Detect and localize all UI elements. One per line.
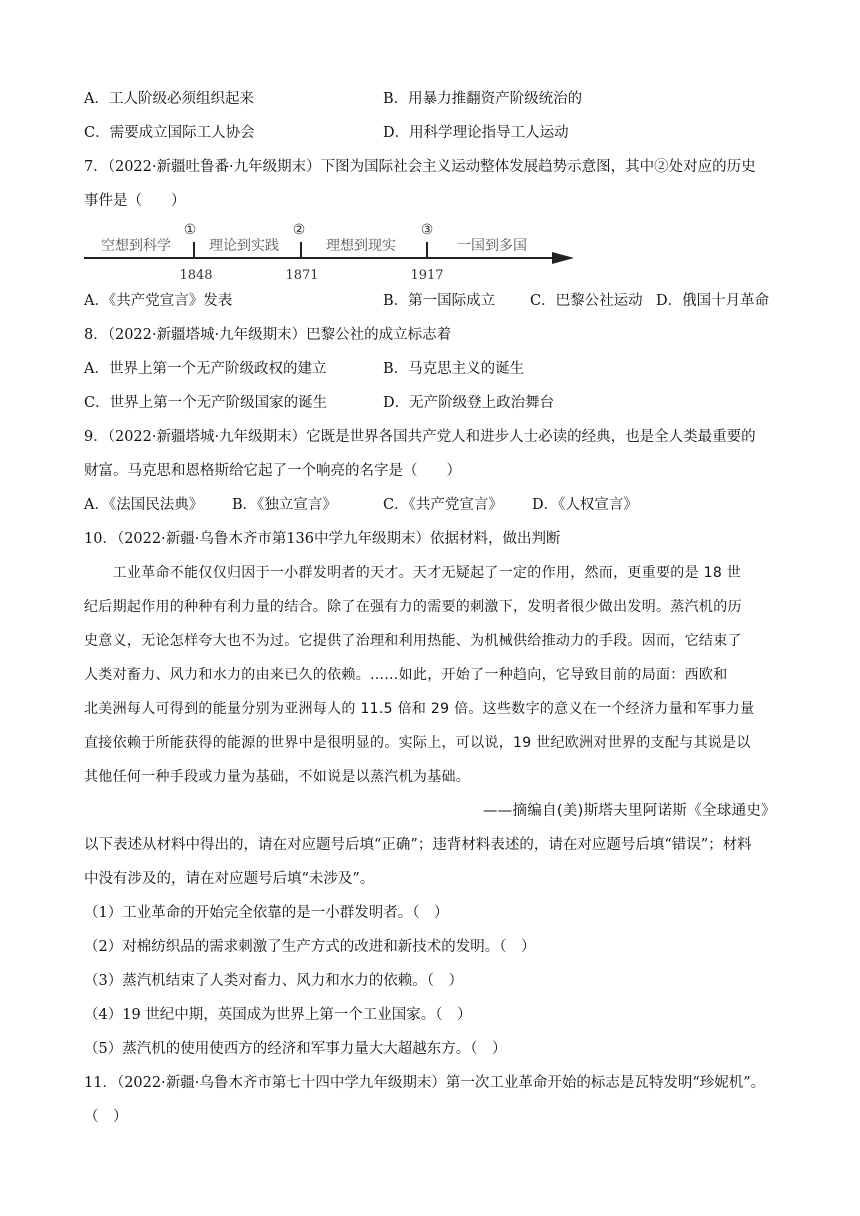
q10-statement-5: （5）蒸汽机的使用使西方的经济和军事力量大大超越东方。（ ） <box>84 1041 507 1057</box>
q11-stem-line2: （ ） <box>84 1109 128 1125</box>
q9-stem-line1: 9．（2022·新疆塔城·九年级期末）它既是世界各国共产党人和进步人士必读的经典，也是全人类最重要的 <box>84 429 756 445</box>
q7-timeline-diagram <box>84 218 584 290</box>
q9-option-c: C．《共产党宣言》 <box>383 497 503 513</box>
q10-source: ——摘编自(美)斯塔夫里阿诺斯《全球通史》 <box>482 803 776 819</box>
q10-material-line4: 人类对畜力、风力和水力的由来已久的依赖。……如此，开始了一种趋向，它导致目前的局面：西欧和 <box>84 667 728 683</box>
q7-option-d: D．俄国十月革命 <box>656 293 770 309</box>
q9-option-b: B．《独立宣言》 <box>232 497 337 513</box>
q7-option-b: B．第一国际成立 <box>383 293 496 309</box>
timeline-segment-4: 一国到多国 <box>457 238 527 254</box>
q10-material-line3: 史意义，无论怎样夸大也不为过。它提供了治理和利用热能、为机械供给推动力的手段。因而，它结束了 <box>84 633 742 649</box>
q10-material-line1: 工业革命不能仅仅归因于一小群发明者的天才。天才无疑起了一定的作用，然而，更重要的是 18 世 <box>84 565 742 581</box>
timeline-year-2: 1871 <box>285 268 319 283</box>
q6-option-a: A．工人阶级必须组织起来 <box>84 91 254 107</box>
timeline-year-1: 1848 <box>179 268 213 283</box>
q6-option-c: C．需要成立国际工人协会 <box>84 125 255 141</box>
q8-stem: 8．（2022·新疆塔城·九年级期末）巴黎公社的成立标志着 <box>84 327 452 343</box>
q8-option-b: B．马克思主义的诞生 <box>383 361 525 377</box>
q10-material-line7: 其他任何一种手段或力量为基础，不如说是以蒸汽机为基础。 <box>84 769 471 785</box>
q10-material-line2: 纪后期起作用的种种有利力量的结合。除了在强有力的需要的刺激下，发明者很少做出发明。蒸汽机的历 <box>84 599 742 615</box>
q11-stem-line1: 11．（2022·新疆·乌鲁木齐市第七十四中学九年级期末）第一次工业革命开始的标志是瓦特发明“珍妮机”。 <box>84 1075 766 1091</box>
q10-statement-1: （1）工业革命的开始完全依靠的是一小群发明者。（ ） <box>84 905 449 921</box>
q10-statement-2: （2）对棉纺织品的需求刺激了生产方式的改进和新技术的发明。（ ） <box>84 939 536 955</box>
q7-option-a: A．《共产党宣言》发表 <box>84 293 233 309</box>
q10-stem: 10．（2022·新疆·乌鲁木齐市第136中学九年级期末）依据材料，做出判断 <box>84 531 561 547</box>
q10-material-line5: 北美洲每人可得到的能量分别为亚洲每人的 11.5 倍和 29 倍。这些数字的意义在一个经济力量和军事力量 <box>84 701 755 717</box>
q10-instructions-line2: 中没有涉及的，请在对应题号后填“未涉及”。 <box>84 871 375 887</box>
q7-stem-line2: 事件是（ ） <box>84 193 186 209</box>
q7-stem-line1: 7．（2022·新疆吐鲁番·九年级期末）下图为国际社会主义运动整体发展趋势示意图，其中②处对应的历史 <box>84 159 756 175</box>
timeline-marker-3: ③ <box>420 222 434 238</box>
q9-option-d: D．《人权宣言》 <box>532 497 638 513</box>
q10-material-line6: 直接依赖于所能获得的能源的世界中是很明显的。实际上，可以说，19 世纪欧洲对世界的支配与其说是以 <box>84 735 751 751</box>
q9-option-a: A．《法国民法典》 <box>84 497 204 513</box>
q6-option-d: D．用科学理论指导工人运动 <box>383 125 569 141</box>
q10-instructions-line1: 以下表述从材料中得出的，请在对应题号后填“正确”；违背材料表述的，请在对应题号后填“错误”；材料 <box>84 837 752 853</box>
q10-statement-4: （4）19 世纪中期，英国成为世界上第一个工业国家。（ ） <box>84 1007 472 1023</box>
q6-option-b: B．用暴力推翻资产阶级统治的 <box>383 91 583 107</box>
timeline-segment-1: 空想到科学 <box>101 238 171 254</box>
q7-option-c: C．巴黎公社运动 <box>530 293 643 309</box>
timeline-segment-3: 理想到现实 <box>326 238 396 254</box>
q8-option-a: A．世界上第一个无产阶级政权的建立 <box>84 361 327 377</box>
timeline-marker-2: ② <box>292 222 306 238</box>
timeline-segment-2: 理论到实践 <box>209 238 279 254</box>
q10-statement-3: （3）蒸汽机结束了人类对畜力、风力和水力的依赖。（ ） <box>84 973 463 989</box>
q8-option-c: C．世界上第一个无产阶级国家的诞生 <box>84 395 328 411</box>
timeline-year-3: 1917 <box>410 268 444 283</box>
timeline-marker-1: ① <box>183 222 197 238</box>
q9-stem-line2: 财富。马克思和恩格斯给它起了一个响亮的名字是（ ） <box>84 463 461 479</box>
q8-option-d: D．无产阶级登上政治舞台 <box>383 395 555 411</box>
timeline-arrowhead <box>552 252 574 264</box>
